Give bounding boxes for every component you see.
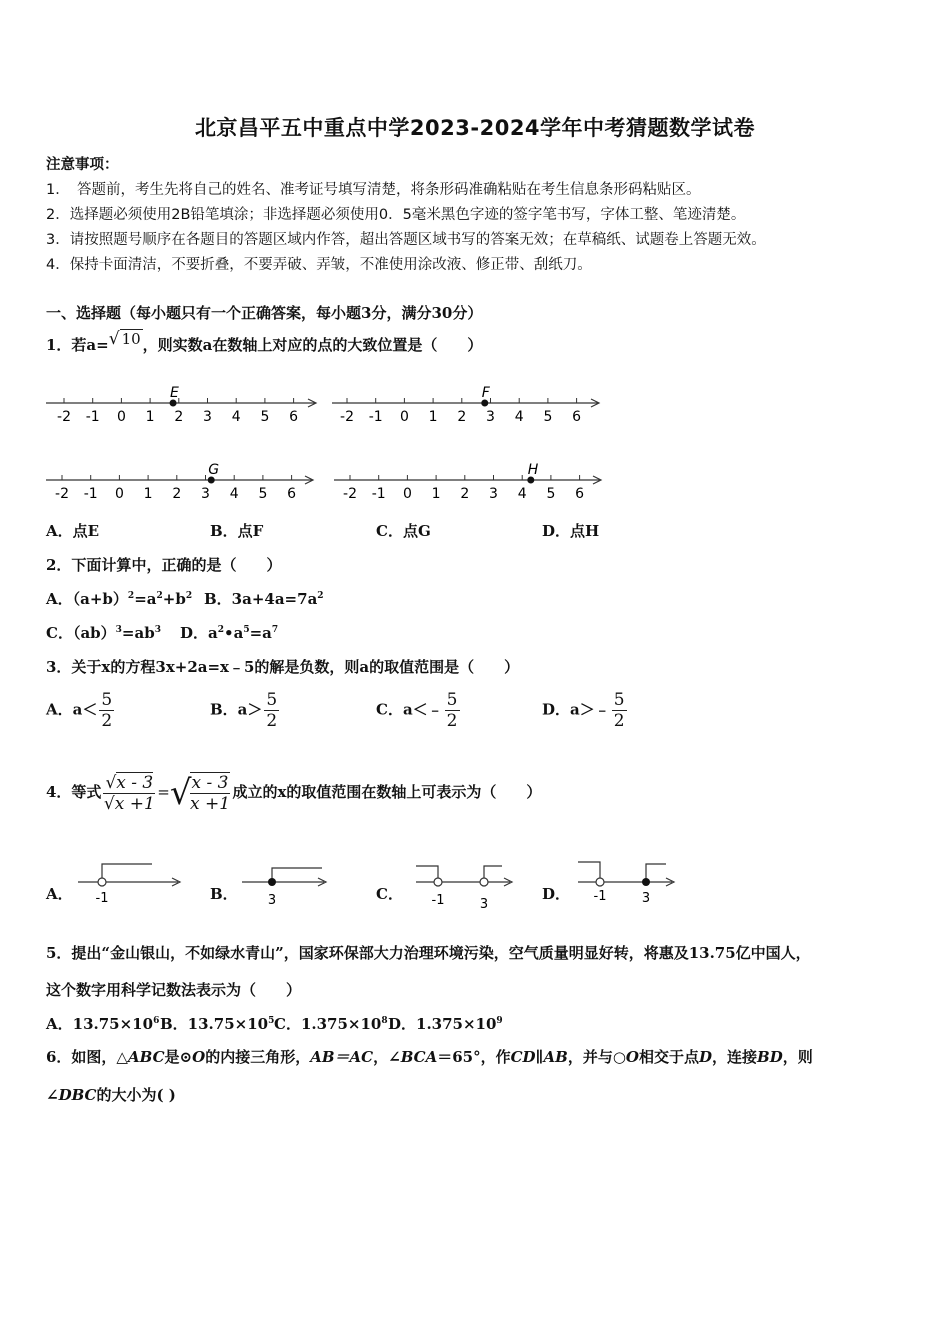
tick-label: 6 <box>575 486 585 502</box>
right-num: x - 3 <box>191 773 229 793</box>
mark-label: -1 <box>95 891 109 906</box>
open-point <box>98 878 106 886</box>
tick-label: 6 <box>287 486 297 502</box>
q2-d-exp1: 2 <box>217 625 224 635</box>
q6-t2: 是⊙ <box>164 1048 193 1066</box>
fraction <box>445 690 460 731</box>
q2-option-d[interactable] <box>180 622 278 643</box>
q6-t3: 的内接三角形， <box>205 1048 311 1066</box>
q2-d-mid: •a <box>224 624 244 642</box>
q6-t10: ∠ <box>46 1086 59 1104</box>
big-radical: √ <box>169 773 192 813</box>
frac-num: 5 <box>613 690 625 710</box>
tick-label: -2 <box>343 486 357 502</box>
q2-option-a[interactable] <box>46 588 192 609</box>
fraction <box>264 690 279 731</box>
open-point <box>480 878 488 886</box>
frac-den: 2 <box>446 711 458 731</box>
tick-label: -1 <box>368 409 383 425</box>
q4-pre: 4．等式 <box>46 783 102 801</box>
tick-label: -1 <box>83 486 98 502</box>
question-1-stem <box>46 329 483 355</box>
tick-label: 2 <box>460 486 470 502</box>
mark-label: -1 <box>431 893 445 908</box>
q5-option-c[interactable] <box>274 1013 388 1034</box>
point-label: H <box>527 462 539 478</box>
tick-label: 4 <box>231 409 241 425</box>
notice-item-1: 1． 答题前，考生先将自己的姓名、准考证号填写清楚，将条形码准确粘贴在考生信息条形码粘贴区。 <box>46 182 701 198</box>
question-5-line-1: 5．提出“金山银山，不如绿水青山”，国家环保部大力治理环境污染，空气质量明显好转，将惠及13.75亿中国人， <box>46 944 811 962</box>
q6-t5: ＝65°，作 <box>437 1048 511 1066</box>
tick-label: 1 <box>428 409 438 425</box>
tick-label: -2 <box>340 409 354 425</box>
q5-c-label: C．1.375×10 <box>274 1015 382 1033</box>
tick-label: 5 <box>260 409 270 425</box>
q6-abac: AB＝AC <box>310 1048 374 1066</box>
q6-t11: 的大小为( ) <box>96 1086 176 1104</box>
tick-label: 0 <box>114 486 124 502</box>
notice-heading: 注意事项： <box>46 157 119 173</box>
open-point <box>596 878 604 886</box>
q5-option-b[interactable] <box>160 1013 274 1034</box>
q3-option-d[interactable] <box>542 690 629 731</box>
sqrt-radicand: 10 <box>121 330 141 348</box>
q2-d-label: D．a <box>180 624 218 642</box>
notice-item-4: 4．保持卡面清洁，不要折叠，不要弄破、弄皱，不准使用涂改液、修正带、刮纸刀。 <box>46 257 592 273</box>
tick-label: 3 <box>203 409 212 425</box>
q3-option-a[interactable] <box>46 690 116 731</box>
q4-option-c-number-line <box>410 858 540 912</box>
q6-bca: BCA <box>400 1048 438 1066</box>
tick-label: 3 <box>489 486 498 502</box>
q2-b-label: B．3a+4a=7a <box>204 590 318 608</box>
q6-t8: ，连接 <box>712 1048 758 1066</box>
tick-label: -2 <box>55 486 69 502</box>
tick-label: -1 <box>85 409 100 425</box>
q2-d-exp3: 7 <box>271 625 279 635</box>
q4-option-c-label[interactable]: C． <box>376 885 403 903</box>
right-den: x +1 <box>189 794 231 814</box>
q1-option-c[interactable]: C．点G <box>376 522 431 540</box>
tick-label: 2 <box>174 409 184 425</box>
tick-label: 3 <box>201 486 210 502</box>
fraction <box>99 690 114 731</box>
q5-option-d[interactable] <box>388 1013 503 1034</box>
q5-b-label: B．13.75×10 <box>160 1015 269 1033</box>
q6-dbc: DBC <box>58 1086 97 1104</box>
tick-label: 5 <box>546 486 556 502</box>
question-2-stem: 2．下面计算中，正确的是（ ） <box>46 556 282 574</box>
q3-a-label: A．a＜ <box>46 700 98 719</box>
solid-point <box>642 878 650 886</box>
left-den-radicand: x +1 <box>114 793 155 814</box>
open-point <box>434 878 442 886</box>
left-num-radicand: x - 3 <box>116 772 154 793</box>
q5-d-label: D．1.375×10 <box>388 1015 497 1033</box>
q2-a-exp1: 2 <box>127 591 135 601</box>
q4-option-b-label[interactable]: B． <box>210 885 238 903</box>
frac-num: 5 <box>101 690 113 710</box>
notice-item-2: 2．选择题必须使用2B铅笔填涂；非选择题必须使用0．5毫米黑色字迹的签字笔书写，字体工整、笔迹清楚。 <box>46 207 746 223</box>
q2-c-mid: =ab <box>121 624 155 642</box>
q4-option-a-label[interactable]: A． <box>46 885 73 903</box>
q6-t4: ，∠ <box>373 1048 401 1066</box>
q2-d-mid2: =a <box>249 624 272 642</box>
tick-label: 0 <box>399 409 409 425</box>
q6-t9: ，则 <box>782 1048 813 1066</box>
q2-a-mid2: +b <box>162 590 186 608</box>
q3-b-label: B．a＞ <box>210 700 263 719</box>
mark-label: 3 <box>267 893 277 908</box>
q4-option-b-number-line <box>238 858 368 908</box>
q6-cdab: CD∥AB <box>510 1048 568 1066</box>
frac-den: 2 <box>613 711 625 731</box>
equals-sign: = <box>157 783 170 801</box>
q2-a-exp3: 2 <box>185 591 193 601</box>
q2-c-exp1: 3 <box>115 625 122 635</box>
left-num: √x - 3 <box>105 772 154 793</box>
q2-c-exp2: 3 <box>154 625 161 635</box>
frac-den: 2 <box>266 711 278 731</box>
question-4-stem <box>46 772 541 814</box>
tick-label: 5 <box>543 409 553 425</box>
frac-num: 5 <box>446 690 458 710</box>
q6-t1: 6．如图，△ <box>46 1048 128 1066</box>
tick-label: 2 <box>457 409 467 425</box>
sqrt-expression: √ 10 <box>108 329 141 349</box>
mark-label: 3 <box>479 897 489 912</box>
tick-label: 6 <box>289 409 299 425</box>
q5-d-exp: 9 <box>496 1016 503 1026</box>
q5-a-label: A．13.75×10 <box>46 1015 154 1033</box>
q2-a-label: A．（a+b） <box>46 590 128 608</box>
q5-c-exp: 8 <box>381 1016 388 1026</box>
left-den: √x +1 <box>103 793 155 814</box>
left-fraction <box>103 773 155 814</box>
question-6-line-2 <box>46 1084 176 1105</box>
q3-option-c[interactable] <box>376 690 462 731</box>
tick-label: 2 <box>172 486 182 502</box>
frac-den: 2 <box>101 711 113 731</box>
q5-b-exp: 5 <box>268 1016 275 1026</box>
solid-point <box>268 878 276 886</box>
question-6-line-1 <box>46 1046 813 1067</box>
section-heading: 一、选择题（每小题只有一个正确答案，每小题3分，满分30分） <box>46 304 483 322</box>
q5-option-a[interactable] <box>46 1013 159 1034</box>
question-3-stem: 3．关于x的方程3x+2a=x﹣5的解是负数，则a的取值范围是（ ） <box>46 658 520 676</box>
q6-bd: BD <box>757 1048 783 1066</box>
q1-number-lines <box>0 375 950 515</box>
q2-a-exp2: 2 <box>156 591 163 601</box>
q6-t6: ，并与○ <box>567 1048 626 1066</box>
right-fraction <box>190 772 231 814</box>
point-label: G <box>208 462 220 478</box>
q2-option-c[interactable] <box>46 622 161 643</box>
frac-num: 5 <box>266 690 278 710</box>
q6-o2: O <box>625 1048 639 1066</box>
q5-a-exp: 6 <box>153 1016 160 1026</box>
mark-label: -1 <box>593 889 607 904</box>
q4-option-d-number-line <box>572 858 702 908</box>
q1-post: ，则实数a在数轴上对应的点的大致位置是（ ） <box>142 336 483 354</box>
point-label: F <box>481 385 490 401</box>
q2-option-b[interactable] <box>204 588 324 609</box>
q6-abc: ABC <box>127 1048 165 1066</box>
tick-label: 1 <box>145 409 155 425</box>
tick-label: 1 <box>431 486 441 502</box>
tick-label: 0 <box>116 409 126 425</box>
page-title: 北京昌平五中重点中学2023-2024学年中考猜题数学试卷 <box>194 116 756 140</box>
mark-label: 3 <box>641 891 651 906</box>
q3-c-label: C．a＜﹣ <box>376 700 443 719</box>
q6-d: D <box>699 1048 713 1066</box>
q3-d-label: D．a＞﹣ <box>542 700 610 719</box>
q2-c-label: C．（ab） <box>46 624 116 642</box>
tick-label: 1 <box>143 486 153 502</box>
q6-t7: 相交于点 <box>638 1048 699 1066</box>
tick-label: 0 <box>402 486 412 502</box>
q4-option-a-number-line <box>74 858 204 908</box>
q2-d-exp2: 5 <box>243 625 250 635</box>
q1-option-a[interactable]: A．点E <box>46 522 100 540</box>
tick-label: -1 <box>371 486 386 502</box>
tick-label: 4 <box>517 486 527 502</box>
question-5-line-2: 这个数字用科学记数法表示为（ ） <box>46 981 302 999</box>
q1-option-b[interactable]: B．点F <box>210 522 264 540</box>
q2-b-exp1: 2 <box>317 591 324 601</box>
q1-option-d[interactable]: D．点H <box>542 522 600 540</box>
notice-item-3: 3．请按照题号顺序在各题目的答题区域内作答，超出答题区域书写的答案无效；在草稿纸、试题卷上答题无效。 <box>46 232 766 248</box>
q4-post: 成立的x的取值范围在数轴上可表示为（ ） <box>232 783 542 801</box>
q2-a-mid: =a <box>134 590 157 608</box>
point-label: E <box>170 385 179 401</box>
tick-label: 3 <box>486 409 495 425</box>
tick-label: 4 <box>229 486 239 502</box>
q4-option-d-label[interactable]: D． <box>542 885 571 903</box>
q1-pre: 1．若a= <box>46 336 109 354</box>
fraction <box>612 690 627 731</box>
tick-label: -2 <box>57 409 71 425</box>
q6-o1: O <box>192 1048 206 1066</box>
tick-label: 6 <box>572 409 582 425</box>
q3-option-b[interactable] <box>210 690 281 731</box>
tick-label: 5 <box>258 486 268 502</box>
tick-label: 4 <box>514 409 524 425</box>
